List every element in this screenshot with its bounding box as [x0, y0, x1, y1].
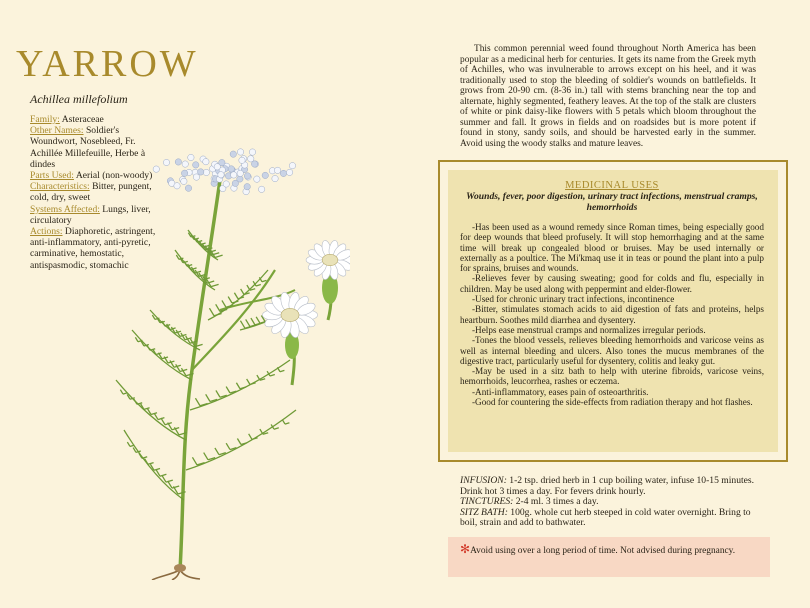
leaflet [162, 357, 168, 359]
leaflet [244, 293, 250, 295]
fact-label: Actions: [30, 226, 63, 238]
leaflet [148, 463, 154, 465]
leaflet [206, 394, 210, 401]
leaflet [136, 451, 141, 452]
leaflet [216, 390, 220, 397]
leaflet [215, 448, 219, 455]
floret [249, 149, 255, 155]
fact-label: Characteristics: [30, 181, 90, 193]
daisy-flower-large [262, 291, 317, 385]
leaflet [120, 390, 123, 394]
medicinal-use-item: -Relieves fever by causing sweating; good for colds and flu, especially in children. May be used along with peppermint and elder-flower. [460, 273, 764, 294]
leaflet [151, 413, 157, 415]
floret [175, 159, 181, 165]
floret [244, 173, 250, 179]
leaflet [209, 308, 214, 316]
medicinal-use-item: -Helps ease menstrual cramps and normalizes irregular periods. [472, 324, 706, 335]
floret [188, 154, 194, 160]
leaflet [237, 439, 241, 445]
fact-family [30, 114, 162, 125]
floret [254, 176, 260, 182]
leaflet [247, 379, 250, 385]
floret [230, 151, 236, 157]
floret [286, 169, 292, 175]
leaflet [270, 375, 275, 376]
leaflet [226, 443, 230, 449]
floret [181, 178, 187, 184]
floret [280, 170, 286, 176]
warning-text: Avoid using over a long period of time. Not advised during pregnancy. [470, 546, 736, 556]
floret [193, 162, 199, 168]
floret [237, 149, 243, 155]
floret [153, 166, 159, 172]
leaflet [240, 387, 246, 389]
leaflet [280, 370, 284, 371]
floret [239, 157, 245, 163]
leaflet [246, 319, 250, 326]
leaflet [180, 334, 186, 336]
fact-value: Lungs, liver, circulatory [30, 203, 151, 226]
fact-label: Parts Used: [30, 170, 74, 182]
leaflet [123, 393, 127, 394]
floret [193, 174, 199, 180]
medicinal-uses-subtitle: Wounds, fever, poor digestion, urinary tract infections, menstrual cramps, hemorrhoids [466, 191, 758, 213]
floret [182, 161, 188, 167]
leaflet [256, 317, 260, 323]
flower-center [281, 308, 299, 321]
warning-box [448, 537, 770, 577]
floret [244, 184, 250, 190]
leaflet [236, 383, 240, 389]
leaflet [175, 331, 181, 333]
floret [289, 162, 295, 168]
leaflet [256, 285, 261, 286]
medicinal-use-item: -Has been used as a wound remedy since Roman times, being especially good for deep wounds that bleed profusely. It will stop hemorrhaging and at the same time will break up congealed blood or bruises. May be used internally or externally as a poultice. The Mi'kmaq use it in teas or pound the plant into a pulp for sprains, bruises and wounds. [460, 222, 764, 274]
leaflet [144, 408, 150, 410]
fact-label: Systems Affected: [30, 203, 100, 215]
leaflet [238, 297, 244, 299]
floret [237, 170, 243, 176]
leaflet [166, 480, 173, 482]
floret [272, 175, 278, 181]
floret [203, 158, 209, 164]
leaflet [147, 345, 150, 350]
medicinal-uses-box [448, 170, 778, 452]
medicinal-use-item: -Anti-inflammatory, eases pain of osteoarthritis. [472, 386, 649, 397]
latin-name: Achillea millefolium [30, 92, 128, 106]
floret [181, 170, 187, 176]
floret [163, 159, 169, 165]
floret [230, 172, 236, 178]
fact-value: Asteraceae [59, 114, 104, 125]
leaf-midrib [186, 410, 296, 470]
leaflet [195, 398, 200, 406]
fact-label: Family: [30, 114, 60, 125]
leaflet [204, 453, 208, 460]
medicinal-use-item: -May be used in a sitz bath to help with uterine fibroids, varicose veins, hemorrhoids, leucorrhea, rashes or eczema. [460, 366, 764, 387]
intro-paragraph: This common perennial weed found throughout North America has been popular as a medicinal herb for centuries. It gets its name from the Greek myth of Achilles, who was invulnerable to arrows except on his heel, and it was traditionally used to stop the bleeding of soldier's wounds on battlefields. It grows from 20-90 cm. (8-36 in.) tall with stems branching near the top and alternate, highly segmented, feathery leaves. At the top of the stalk are clusters of white or pink daisy-like flowers with 5 petals which bloom throughout the summer and fall. It grows in fields and on roadsides but is more potent if found in stony, sandy soils, and should be harvested early in the summer. Avoid using the woody stalks and mature leaves. [460, 44, 756, 149]
leaflet [156, 353, 162, 355]
fact-value: Diaphoretic, astringent, anti-inflammatory, anti-pyretic, carminative, hemostatic, antispasmodic, stomachic [30, 226, 156, 271]
roots [152, 564, 200, 580]
medicinal-use-item: -Used for chronic urinary tract infections, incontinence [472, 294, 675, 305]
prep-text: 2-4 ml. 3 times a day. [513, 496, 599, 508]
floret [223, 181, 229, 187]
floret [218, 172, 224, 178]
leaflet [232, 301, 238, 303]
leaflet [226, 387, 230, 393]
leaflet [241, 443, 247, 445]
yarrow-illustration [100, 140, 350, 580]
leaflet [135, 337, 138, 341]
leaflet [241, 289, 244, 295]
leaflet [250, 383, 256, 385]
prep-sitz-bath [460, 508, 760, 529]
floret [262, 172, 268, 178]
floret [198, 169, 204, 175]
floret [232, 180, 238, 186]
prep-key: INFUSION: [460, 475, 507, 486]
prep-text: 100g. whole cut herb steeped in cold water overnight. Bring to boil, strain and add to bathwater. [460, 506, 751, 529]
leaflet [274, 428, 279, 429]
leaflet [262, 280, 266, 281]
leaflet [215, 255, 223, 257]
leaflet [216, 304, 220, 311]
floret [214, 164, 220, 170]
leaf-midrib [116, 380, 186, 440]
leaflet [127, 442, 130, 446]
leaflet [285, 423, 289, 424]
leaflet [192, 457, 197, 465]
medicinal-uses-panel [438, 160, 788, 462]
leaflet [240, 321, 245, 329]
medicinal-use-item: -Good for countering the side-effects from radiation therapy and hot flashes. [472, 397, 753, 408]
leaflet [211, 284, 219, 286]
leaf-midrib [190, 360, 290, 410]
floret [258, 186, 264, 192]
prep-key: TINCTURES: [460, 496, 514, 508]
fact-value: Bitter, pungent, cold, dry, sweet [30, 181, 152, 204]
leaflet [160, 474, 166, 476]
leaflet [154, 468, 160, 470]
flower-cluster [153, 149, 296, 195]
leaflet [251, 318, 255, 325]
leaflet [165, 325, 170, 327]
leaflet [170, 328, 176, 330]
leaflet [158, 418, 164, 420]
floret [174, 183, 180, 189]
prep-key: SITZ BATH: [460, 506, 508, 518]
medicinal-use-item: -Bitter, stimulates stomach acids to aid digestion of fats and proteins, helps heartburn. Soothes mild diarrhea and dysentery. [460, 304, 764, 325]
floret [203, 169, 209, 175]
leaflet [252, 438, 258, 440]
leaflet [234, 293, 238, 299]
preparations [460, 476, 760, 529]
leaflet [150, 349, 155, 351]
prep-infusion [460, 476, 760, 497]
floret [228, 166, 234, 172]
prep-text: 1-2 tsp. dried herb in 1 cup boiling water, infuse 10-15 minutes. Drink hot 3 times a day. For fevers drink hourly. [460, 475, 755, 497]
leaflet [168, 361, 174, 363]
fact-label: Other Names: [30, 125, 84, 137]
leaflet [282, 420, 285, 424]
medicinal-use-item: -Tones the blood vessels, relieves bleeding hemorrhoids and varicose veins as well as internal bleeding and ulcers. Also tones the mucus membranes of the digestive tract, particularly useful for dysentery, colitis and leaky gut. [460, 335, 764, 366]
floret [185, 185, 191, 191]
page-title: YARROW [16, 43, 199, 85]
medicinal-uses-title: MEDICINAL USES [565, 180, 659, 191]
asterisk-icon: ✻ [460, 542, 471, 556]
leaflet [228, 297, 232, 303]
leaflet [249, 434, 252, 440]
floret [248, 156, 254, 162]
fact-value: Aerial (non-woody) [73, 170, 153, 182]
leaf-midrib [150, 310, 200, 350]
leaflet [247, 285, 250, 290]
flower-center [322, 254, 338, 265]
floret [274, 167, 280, 173]
fact-value: Soldier's Woundwort, Nosebleed, Fr. Achillée Millefeuille, Herbe à dindes [30, 125, 146, 170]
leaflet [222, 300, 226, 307]
